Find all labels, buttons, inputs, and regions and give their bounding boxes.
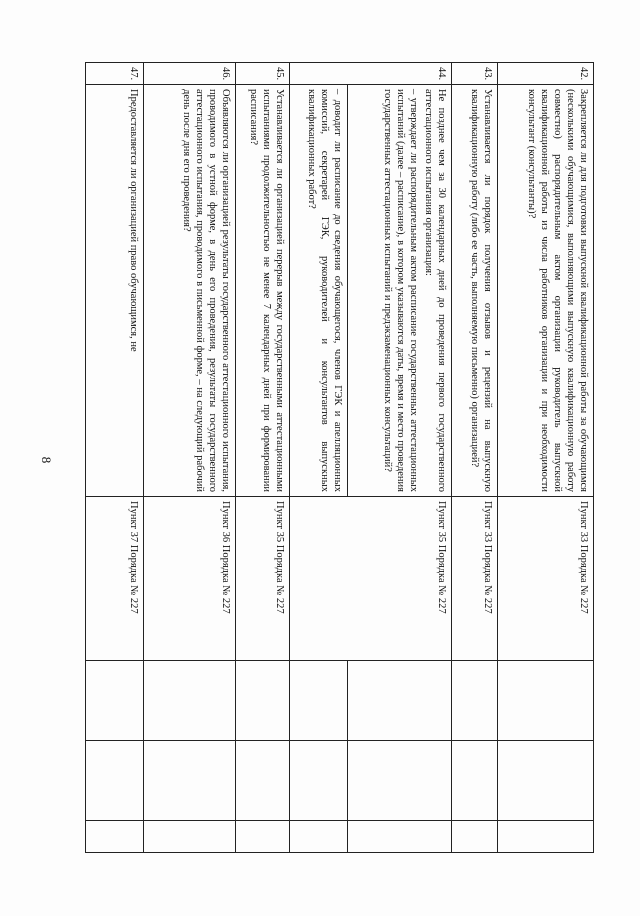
- row-number: 43.: [452, 63, 498, 85]
- table-row: [86, 63, 144, 853]
- empty-cell: [236, 661, 290, 741]
- row-number: 47.: [86, 63, 144, 85]
- table-row: [144, 63, 236, 853]
- row-number: 42.: [498, 63, 594, 85]
- table-row: [236, 63, 290, 853]
- row-number: 46.: [144, 63, 236, 85]
- page-number: 8: [39, 456, 54, 464]
- row-number: 45.: [236, 63, 290, 85]
- question-intro: Не позднее чем за 30 календарных дней до проведения первого государственного аттестационного испытания организация:: [423, 89, 447, 492]
- empty-cell: [144, 741, 236, 821]
- reference-cell: Пункт 35 Порядка № 227: [290, 497, 452, 661]
- empty-cell: [290, 821, 348, 853]
- empty-cell: [236, 741, 290, 821]
- empty-cell: [348, 661, 452, 741]
- checklist-table: [85, 62, 594, 853]
- question-cell: Объявляются ли организацией результаты государственного аттестационного испытания, проводимого в устной форме, в день его проведения, результаты государственного аттестационного испытания, проводимого в письменной форме, – на следующий рабочий день после дня его проведения?: [144, 85, 236, 497]
- table-row: [452, 63, 498, 853]
- empty-cell: [498, 741, 594, 821]
- empty-cell: [290, 661, 348, 741]
- empty-cell: [86, 741, 144, 821]
- table-row: [348, 63, 452, 853]
- question-cell: Закрепляется ли для подготовки выпускной квалификационной работы за обучающимся (несколькими обучающимися, выполняющими выпускную квалификационную работу совместно) распорядительным актом организации руководитель выпускной квалификационной работы из числа работников организации и при необходимости консультант (консультанты)?: [498, 85, 594, 497]
- table-row: [290, 63, 348, 853]
- empty-cell: [452, 661, 498, 741]
- question-subitem: – утверждает ли распорядительным актом расписание государственных аттестационных испытаний (далее – расписание), в котором указываются даты, время и место проведения государственных аттестационных испытаний и предэкзаменационных консультаций?: [382, 89, 419, 492]
- empty-cell: [498, 661, 594, 741]
- reference-cell: Пункт 33 Порядка № 227: [498, 497, 594, 661]
- empty-cell: [86, 821, 144, 853]
- empty-cell: [452, 821, 498, 853]
- empty-cell: [144, 661, 236, 741]
- empty-cell: [348, 741, 452, 821]
- empty-cell: [348, 821, 452, 853]
- empty-cell: [498, 821, 594, 853]
- empty-cell: [86, 661, 144, 741]
- reference-cell: Пункт 36 Порядка № 227: [144, 497, 236, 661]
- reference-cell: Пункт 37 Порядка № 227: [86, 497, 144, 661]
- question-cell: Устанавливается ли организацией перерыв между государственными аттестационными испытаниями продолжительностью не менее 7 календарных дней при формировании расписания?: [236, 85, 290, 497]
- checklist-table-wrapper: [86, 62, 594, 852]
- row-number: 44.: [290, 63, 452, 85]
- question-cell: Устанавливается ли порядок получения отзывов и рецензий на выпускную квалификационную работу (либо ее часть, выполняемую письменно) организацией?: [452, 85, 498, 497]
- empty-cell: [144, 821, 236, 853]
- reference-cell: Пункт 33 Порядка № 227: [452, 497, 498, 661]
- question-cell: [348, 85, 452, 497]
- empty-cell: [452, 741, 498, 821]
- empty-cell: [236, 821, 290, 853]
- question-subitem: – доводит ли расписание до сведения обучающегося, членов ГЭК и апелляционных комиссий, секретарей ГЭК, руководителей и консультантов выпускных квалификационных работ?: [290, 85, 348, 497]
- table-row: [498, 63, 594, 853]
- empty-cell: [290, 741, 348, 821]
- question-cell: Предоставляется ли организацией право обучающимся, не: [86, 85, 144, 497]
- reference-cell: Пункт 35 Порядка № 227: [236, 497, 290, 661]
